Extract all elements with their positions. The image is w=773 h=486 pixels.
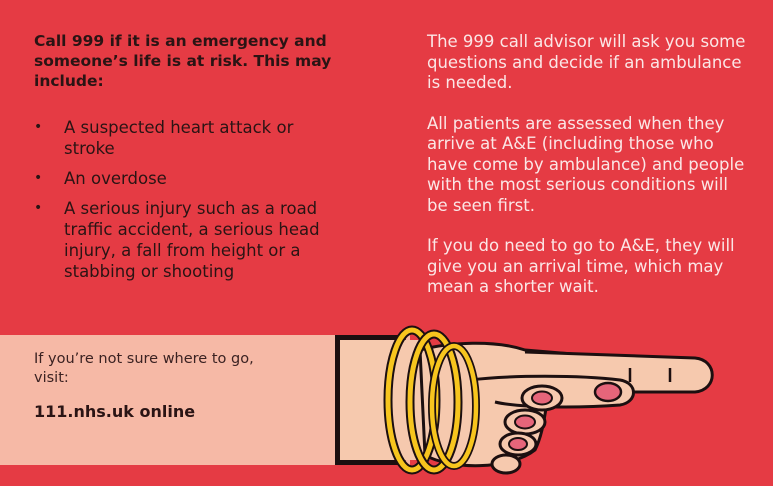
left-column: [34, 31, 344, 291]
not-sure-text: If you’re not sure where to go, visit:: [34, 351, 254, 386]
call-advisor-paragraph: The 999 call advisor will ask you some questions and decide if an ambulance is needed.: [427, 32, 746, 92]
list-item-text: A serious injury such as a road traffic accident, a serious head injury, a fall from height or a stabbing or shooting: [64, 199, 320, 281]
list-item: [34, 168, 344, 189]
info-panel-text: [34, 350, 254, 421]
nhs-111-link[interactable]: 111.nhs.uk online: [34, 402, 196, 421]
list-item-text: A suspected heart attack or stroke: [64, 118, 294, 158]
fingernail: [509, 438, 527, 450]
assessment-paragraph: All patients are assessed when they arrive at A&E (including those who have come by ambulance) and people with the most serious conditions will be seen first.: [427, 113, 745, 215]
list-item: [34, 117, 344, 159]
fingernail: [515, 416, 535, 429]
curled-finger: [492, 455, 520, 473]
bullet-icon: •: [34, 119, 43, 135]
fingernail: [532, 392, 552, 405]
right-column: [427, 32, 747, 318]
arrival-time-paragraph: If you do need to go to A&E, they will give you an arrival time, which may mean a shorter wait.: [427, 236, 735, 296]
list-item-text: An overdose: [64, 169, 167, 188]
emergency-list: [34, 117, 344, 282]
pointing-hand-illustration: [320, 320, 730, 480]
emergency-intro: Call 999 if it is an emergency and someone’s life is at risk. This may include:: [34, 32, 332, 90]
thumbnail: [595, 383, 621, 401]
bullet-icon: •: [34, 170, 43, 186]
bullet-icon: •: [34, 200, 43, 216]
list-item: [34, 198, 344, 282]
